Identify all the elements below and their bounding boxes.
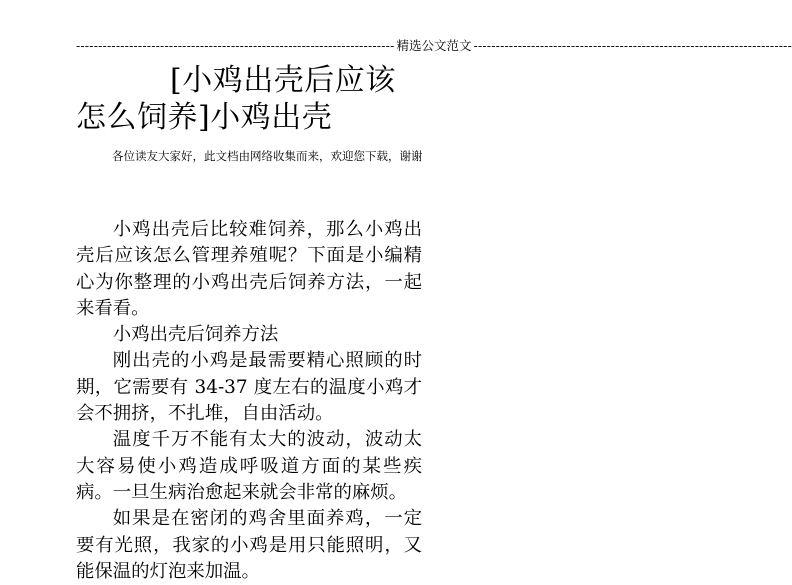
body-paragraph: 刚出壳的小鸡是最需要精心照顾的时期，它需要有 34-37 度左右的温度小鸡才会不拥挤，不扎堆，自由活动。 — [76, 350, 422, 425]
body-paragraph: 小鸡出壳后比较难饲养，那么小鸡出壳后应该怎么管理养殖呢？下面是小编精心为你整理的小鸡出壳后饲养方法，一起来看看。 — [76, 219, 422, 319]
section-heading: 小鸡出壳后饲养方法 — [112, 324, 279, 346]
download-notice: 各位读友大家好，此文档由网络收集而来，欢迎您下载，谢谢 — [112, 149, 423, 163]
header-label: 精选公文范文 — [396, 38, 472, 53]
header-dash-left — [76, 38, 395, 54]
document-body — [76, 217, 422, 585]
body-paragraph: 如果是在密闭的鸡舍里面养鸡，一定要有光照，我家的小鸡是用只能照明，又能保温的灯泡来加温。 — [76, 508, 422, 582]
header-dash-right — [474, 38, 792, 54]
page-header — [76, 38, 472, 54]
document-title: [小鸡出壳后应该怎么饲养]小鸡出壳 — [76, 63, 396, 135]
body-paragraph: 温度千万不能有太大的波动，波动太大容易使小鸡造成呼吸道方面的某些疾病。一旦生病治愈起来就会非常的麻烦。 — [76, 429, 422, 503]
